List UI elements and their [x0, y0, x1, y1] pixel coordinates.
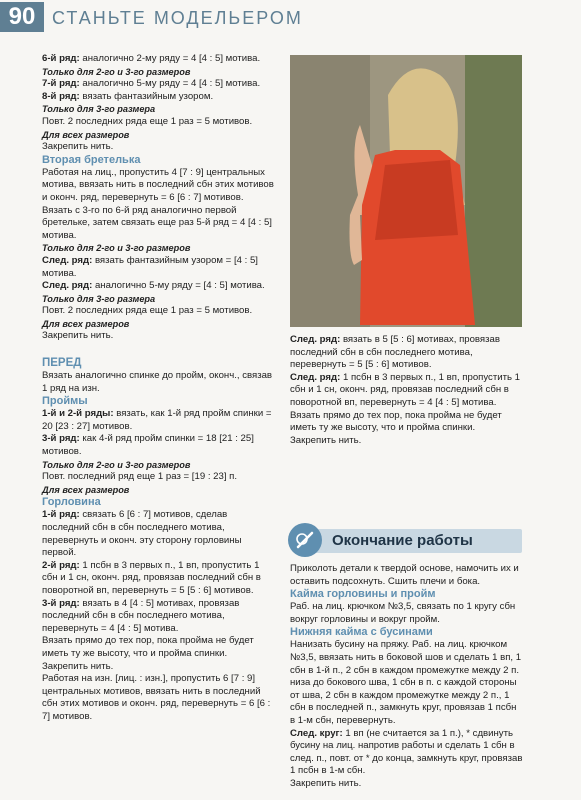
paragraph: Повт. последний ряд еще 1 раз = [19 : 23] п. — [42, 471, 238, 483]
row-label: 1-й ряд: — [42, 509, 80, 521]
row-text: вязать в 4 [4 : 5] мотивах, провязав последний сбн в сбн последнего мотива, перевернуть = 4 [4 : 5] мотива. — [42, 597, 240, 634]
needle-icon — [288, 523, 322, 557]
paragraph: Закрепить нить. — [42, 660, 114, 672]
row-label: 3-й ряд: — [42, 597, 80, 609]
row-label: След. ряд: — [290, 371, 341, 383]
paragraph: Раб. на лиц. крючком №3,5, связать по 1 кругу сбн вокруг горловины и вокруг пройм. — [290, 601, 516, 625]
row-text: вязать фантазийным узором. — [79, 90, 214, 102]
paragraph — [42, 509, 276, 559]
section-heading: Вторая бретелька — [42, 153, 141, 166]
page-number: 90 — [0, 2, 44, 32]
size-note: Для всех размеров — [42, 484, 130, 495]
paragraph — [290, 372, 524, 410]
row-text: вязать, как 1-й ряд пройм спинки = 20 [23 : 27] мотивов. — [42, 408, 272, 432]
paragraph — [42, 408, 276, 433]
size-note: Только для 2-го и 3-го размеров — [42, 459, 191, 470]
paragraph — [42, 53, 276, 66]
section-heading: ПЕРЕД — [42, 357, 82, 370]
paragraph — [42, 78, 276, 91]
paragraph — [42, 280, 276, 293]
paragraph: Вязать прямо до тех пор, пока пройма не будет иметь ту же высоту, что и пройма спинки. — [290, 409, 502, 434]
section-heading: Кайма горловины и пройм — [290, 588, 436, 601]
size-note: Только для 2-го и 3-го размеров — [42, 243, 191, 254]
paragraph: Повт. 2 последних ряда еще 1 раз = 5 мотивов. — [42, 115, 253, 127]
row-label: След. ряд: — [42, 280, 93, 292]
row-label: 8-й ряд: — [42, 90, 80, 102]
row-label: 6-й ряд: — [42, 53, 80, 64]
size-note: Для всех размеров — [42, 318, 130, 329]
row-text: вязать фантазийным узором = [4 : 5] мотива. — [42, 254, 258, 279]
paragraph — [42, 91, 276, 104]
paragraph: Закрепить нить. — [290, 777, 362, 789]
page-header — [0, 0, 581, 40]
row-text: 1 псбн в 3 первых п., 1 вп, пропустить 1 сбн и 1 сн, оконч. ряд, провязав последний сбн в поворотной вп, перевернуть = 4 [4 : 5] мотива. — [290, 371, 520, 408]
paragraph: Закрепить нить. — [42, 330, 114, 342]
model-photo — [290, 55, 522, 327]
paragraph: Нанизать бусину на пряжу. Раб. на лиц. крючком №3,5, ввязать нить в боковой шов и сделать 1 вп, 1 сбн в 1-й п., 2 сбн в каждом промежутке между 2 п. низа до бокового шва, 1 сбн в п. с каждой стороны от шва, 2 сбн в каждом промежутке между 2 п., 1 сбн в последней п., замкнуть круг, провязав 1 псбн в 1-м сбн, перевернуть. — [290, 639, 522, 726]
paragraph: Работая на изн. [лиц. : изн.], пропустить 6 [7 : 9] центральных мотивов, ввязать нить в последний сбн этих мотивов и оконч. ряд, перевернуть = 6 [6 : 7] мотивов. — [42, 673, 271, 722]
row-text: 1 псбн в 3 первых п., 1 вп, пропустить 1 сбн и 1 сн, оконч. ряд, провязав последний сбн в поворотной вп, перевернуть = 5 [5 : 6] мотивов. — [42, 559, 261, 596]
row-label: След. ряд: — [290, 334, 341, 345]
row-label: След. ряд: — [42, 254, 93, 266]
model-photo-illustration — [290, 55, 522, 327]
row-text: аналогично 2-му ряду = 4 [4 : 5] мотива. — [79, 53, 261, 64]
row-text: аналогично 5-му ряду = [4 : 5] мотива. — [92, 280, 265, 292]
row-label: 2-й ряд: — [42, 559, 80, 571]
paragraph — [290, 728, 524, 778]
row-label: След. круг: — [290, 727, 343, 739]
paragraph: Закрепить нить. — [290, 434, 362, 446]
page-header-title: СТАНЬТЕ МОДЕЛЬЕРОМ — [52, 8, 303, 28]
section-heading: Горловина — [42, 496, 101, 509]
size-note: Только для 3-го размера — [42, 293, 156, 304]
row-text: вязать в 5 [5 : 6] мотивах, провязав последний сбн в сбн последнего мотива, перевернуть = 5 [5 : 6] мотивов. — [290, 334, 500, 371]
paragraph: Вязать с 3-го по 6-й ряд аналогично первой бретельке, затем связать еще раз 5-й ряд = 4 [4 : 5] мотива. — [42, 204, 272, 241]
paragraph: Вязать прямо до тех пор, пока пройма не будет иметь ту же высоту, что и пройма спинки. — [42, 635, 254, 659]
section-heading: Нижняя кайма с бусинами — [290, 626, 433, 639]
paragraph — [290, 334, 524, 372]
size-note: Только для 3-го размера — [42, 104, 156, 115]
row-label: 1-й и 2-й ряды: — [42, 408, 114, 420]
paragraph: Закрепить нить. — [42, 141, 114, 153]
size-note: Для всех размеров — [42, 129, 130, 140]
row-label: 7-й ряд: — [42, 78, 80, 90]
paragraph: Работая на лиц., пропустить 4 [7 : 9] центральных мотива, ввязать нить в последний сбн этих мотивов и оконч. ряд, перевернуть = 6 [6 : 7] мотивов. — [42, 166, 274, 203]
row-text: связать 6 [6 : 7] мотивов, сделав последний сбн в сбн последнего мотива, перевернуть и оконч. эту сторону горловины первой. — [42, 509, 242, 559]
left-column — [42, 53, 276, 724]
paragraph: Вязать аналогично спинке до пройм, оконч., связав 1 ряд на изн. — [42, 370, 273, 394]
paragraph — [42, 433, 276, 458]
paragraph — [42, 560, 276, 598]
paragraph — [42, 255, 276, 280]
section-heading: Проймы — [42, 395, 88, 408]
row-text: как 4-й ряд пройм спинки = 18 [21 : 25] мотивов. — [42, 433, 254, 458]
banner-title: Окончание работы — [332, 532, 473, 549]
finishing-section — [290, 563, 524, 791]
paragraph: Приколоть детали к твердой основе, намочить их и оставить подсохнуть. Сшить плечи и бока. — [290, 563, 519, 587]
row-text: аналогично 5-му ряду = 4 [4 : 5] мотива. — [79, 78, 261, 90]
right-column — [290, 334, 524, 447]
paragraph: Повт. 2 последних ряда еще 1 раз = 5 мотивов. — [42, 305, 253, 317]
row-text: 1 вп (не считается за 1 п.), * сдвинуть бусину на лиц. напротив работы и сделать 1 сбн в след. п., повт. от * до конца, замкнуть круг, провязав 1 псбн в 1-м сбн. — [290, 727, 523, 777]
paragraph — [42, 598, 276, 636]
row-label: 3-й ряд: — [42, 433, 80, 445]
section-banner — [288, 523, 526, 557]
size-note: Только для 2-го и 3-го размеров — [42, 66, 191, 77]
